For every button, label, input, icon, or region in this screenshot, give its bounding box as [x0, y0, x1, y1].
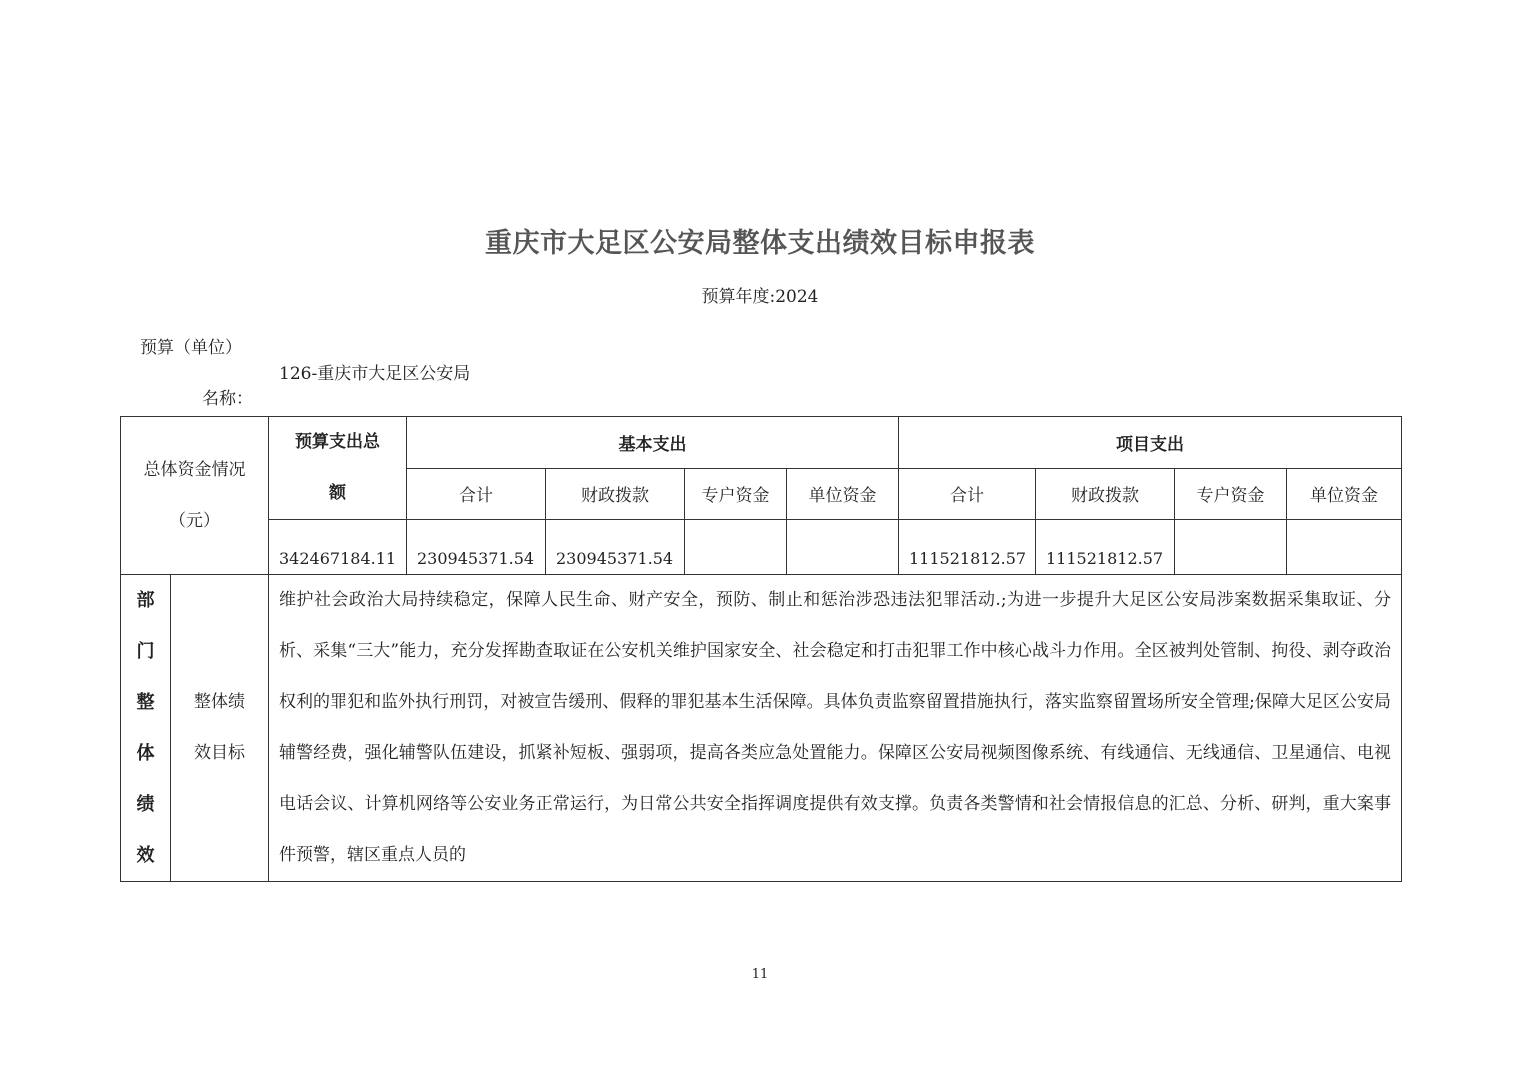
dept-label-char: 门: [136, 641, 155, 662]
dept-label-char: 体: [136, 743, 155, 764]
project-fiscal-value: 111521812.57: [1036, 520, 1175, 575]
overall-goal-label-line1: 整体绩: [194, 692, 245, 712]
dept-label-char: 部: [136, 590, 155, 611]
basic-special-header: 专户资金: [685, 468, 787, 520]
overall-funds-label: 总体资金情况: [143, 459, 246, 480]
dept-performance-label: [121, 575, 171, 882]
overall-funds-label-cell: [121, 417, 269, 575]
project-fiscal-header: 财政拨款: [1036, 468, 1175, 520]
unit-label-line2: 名称：: [202, 389, 253, 409]
page-number: 11: [751, 967, 769, 982]
project-special-value: [1175, 520, 1287, 575]
dept-label-char: 绩: [136, 794, 155, 815]
project-unit-value: [1287, 520, 1402, 575]
basic-total-value: 230945371.54: [407, 520, 546, 575]
basic-special-value: [685, 520, 787, 575]
basic-fiscal-value: 230945371.54: [546, 520, 685, 575]
basic-expense-header: 基本支出: [407, 417, 899, 469]
overall-goal-text-cell: [269, 575, 1402, 882]
dept-label-char: 效: [136, 845, 155, 866]
total-budget-header: [269, 417, 407, 520]
basic-fiscal-header: 财政拨款: [546, 468, 685, 520]
overall-goal-label: [171, 575, 269, 882]
basic-unit-header: 单位资金: [787, 468, 899, 520]
budget-year: 预算年度:2024: [701, 287, 819, 307]
overall-funds-unit: （元）: [169, 510, 220, 531]
project-special-header: 专户资金: [1175, 468, 1287, 520]
basic-total-header: 合计: [407, 468, 546, 520]
overall-goal-text: 维护社会政治大局持续稳定，保障人民生命、财产安全，预防、制止和惩治涉恐违法犯罪活动.;为进一步提升大足区公安局涉案数据采集取证、分析、采集“三大”能力，充分发挥勘查取证在公安机关维护国家安全、社会稳定和打击犯罪工作中核心战斗力作用。全区被判处管制、拘役、剥夺政治权利的罪犯和监外执行刑罚，对被宣告缓刑、假释的罪犯基本生活保障。具体负责监察留置措施执行，落实监察留置场所安全管理;保障大足区公安局辅警经费，强化辅警队伍建设，抓紧补短板、强弱项，提高各类应急处置能力。保障区公安局视频图像系统、有线通信、无线通信、卫星通信、电视电话会议、计算机网络等公安业务正常运行，为日常公共安全指挥调度提供有效支撑。负责各类警情和社会情报信息的汇总、分析、研判，重大案事件预警，辖区重点人员的: [279, 590, 1391, 865]
project-total-value: 111521812.57: [899, 520, 1036, 575]
total-budget-header-line2: 额: [329, 483, 346, 503]
project-expense-header: 项目支出: [899, 417, 1402, 469]
overall-goal-label-line2: 效目标: [194, 743, 245, 763]
project-total-header: 合计: [899, 468, 1036, 520]
unit-label-line1: 预算（单位）: [140, 338, 242, 358]
dept-label-char: 整: [136, 692, 155, 713]
unit-name-value: 126-重庆市大足区公安局: [279, 364, 471, 384]
total-budget-header-line1: 预算支出总: [295, 432, 380, 452]
performance-table: [120, 416, 1402, 882]
basic-unit-value: [787, 520, 899, 575]
project-unit-header: 单位资金: [1287, 468, 1402, 520]
total-budget-value: 342467184.11: [269, 520, 407, 575]
document-title: 重庆市大足区公安局整体支出绩效目标申报表: [485, 228, 1035, 259]
